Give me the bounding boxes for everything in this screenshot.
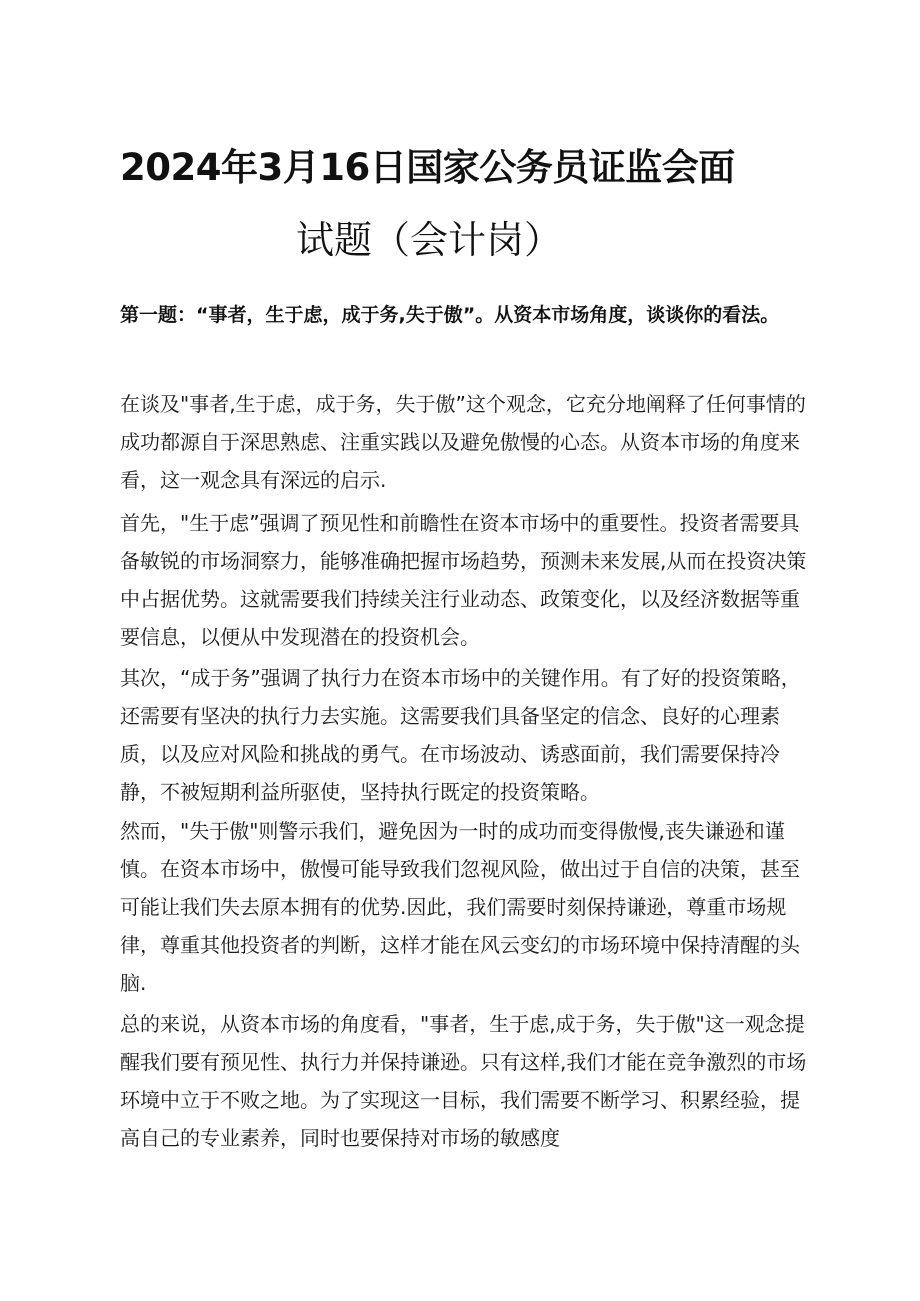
paragraph-second: 其次，“成于务”强调了执行力在资本市场中的关键作用。有了好的投资策略，还需要有坚决的执行力去实施。这需要我们具备坚定的信念、良好的心理素质，以及应对风险和挑战的勇气。在市场波动、诱惑面前，我们需要保持冷静，不被短期利益所驱使，坚持执行既定的投资策略。 xyxy=(120,666,801,804)
question-heading: 第一题：“事者，生于虑，成于务,失于傲”。从资本市场角度，谈谈你的看法。 xyxy=(120,304,780,326)
document-title-line2: 试题（会计岗） xyxy=(296,218,563,262)
paragraph-summary: 总的来说，从资本市场的角度看，"事者，生于虑,成于务，失于傲"这一观念提醒我们要有预见性、执行力并保持谦逊。只有这样,我们才能在竞争激烈的市场环境中立于不败之地。为了实现这一目标，我们需要不断学习、积累经验，提高自己的专业素养，同时也要保持对市场的敏感度 xyxy=(120,1012,807,1150)
paragraph-intro: 在谈及"事者,生于虑，成于务，失于傲”这个观念，它充分地阐释了任何事情的成功都源自于深思熟虑、注重实践以及避免傲慢的心态。从资本市场的角度来看，这一观念具有深远的启示. xyxy=(120,392,806,492)
document-title-line1: 2024年3月16日国家公务员证监会面 xyxy=(120,146,735,189)
paragraph-third: 然而，"失于傲"则警示我们，避免因为一时的成功而变得傲慢,丧失谦逊和谨慎。在资本市场中，傲慢可能导致我们忽视风险，做出过于自信的决策，甚至可能让我们失去原本拥有的优势.因此，我们需要时刻保持谦逊，尊重市场规律，尊重其他投资者的判断，这样才能在风云变幻的市场环境中保持清醒的头脑. xyxy=(120,819,800,995)
paragraph-first: 首先，"生于虑”强调了预见性和前瞻性在资本市场中的重要性。投资者需要具备敏锐的市场洞察力，能够准确把握市场趋势，预测未来发展,从而在投资决策中占据优势。这就需要我们持续关注行业动态、政策变化，以及经济数据等重要信息，以便从中发现潜在的投资机会。 xyxy=(120,511,807,649)
